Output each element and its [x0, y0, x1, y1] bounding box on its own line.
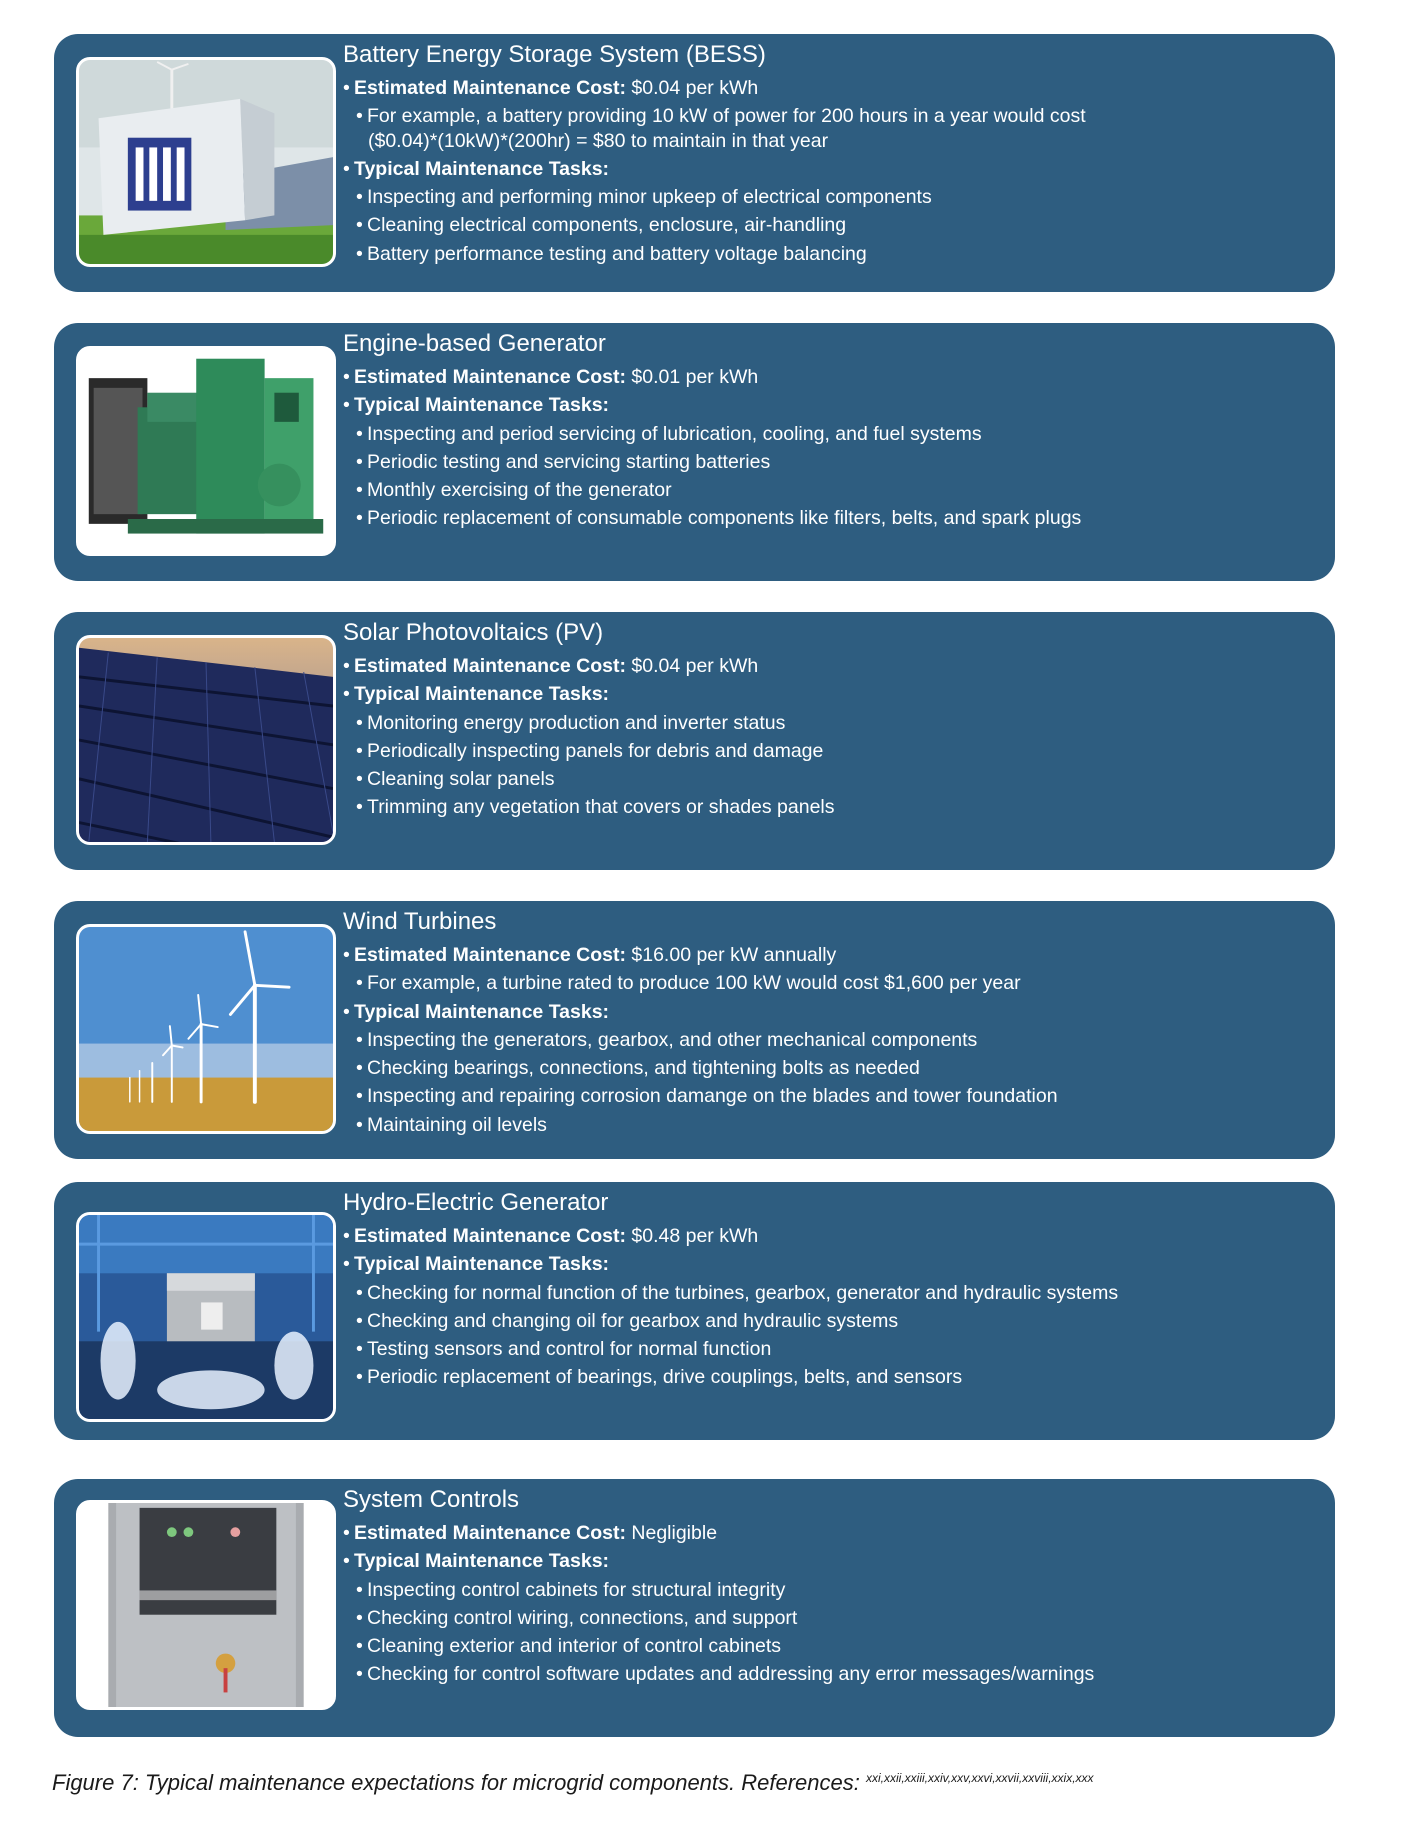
card-title: Battery Energy Storage System (BESS): [343, 41, 766, 68]
task-item: • Trimming any vegetation that covers or shades panels: [356, 796, 835, 819]
task-item: • Checking control wiring, connections, and support: [356, 1606, 798, 1629]
cost-line: • Estimated Maintenance Cost: $0.04 per kWh: [343, 655, 759, 677]
diesel-generator-image: [76, 346, 336, 556]
cost-label: Estimated Maintenance Cost:: [354, 944, 626, 966]
card-title: Wind Turbines: [343, 908, 497, 935]
task-item: • Monitoring energy production and inverter status: [356, 711, 786, 734]
hydro-content: [343, 1188, 1315, 1392]
wind-turbines-image: [76, 924, 336, 1134]
task-item: • Inspecting control cabinets for structural integrity: [356, 1578, 786, 1601]
task-item: • Periodically inspecting panels for debris and damage: [356, 739, 824, 762]
task-item: • Testing sensors and control for normal function: [356, 1338, 772, 1361]
cost-label: Estimated Maintenance Cost:: [354, 1522, 626, 1544]
caption-references: xxi,xxii,xxiii,xxiv,xxv,xxvi,xxvii,xxviii,xxix,xxx: [865, 1771, 1094, 1785]
control-cabinet-image: [76, 1500, 336, 1710]
example-line: • For example, a battery providing 10 kW of power for 200 hours in a year would cost: [356, 105, 1086, 128]
task-item: • Monthly exercising of the generator: [356, 479, 672, 502]
task-item: • Checking bearings, connections, and tightening bolts as needed: [356, 1057, 920, 1080]
task-item: • Battery performance testing and battery voltage balancing: [356, 242, 867, 265]
cost-value: $0.04 per kWh: [625, 655, 759, 677]
cost-line: • Estimated Maintenance Cost: Negligible: [343, 1522, 718, 1544]
cost-line: • Estimated Maintenance Cost: $0.48 per kWh: [343, 1225, 759, 1247]
card-title: System Controls: [343, 1486, 520, 1513]
tasks-heading: • Typical Maintenance Tasks:: [343, 683, 610, 706]
cost-value: $0.01 per kWh: [625, 366, 759, 388]
bess-card: [54, 34, 1335, 292]
wind-card: [54, 901, 1335, 1159]
controls-content: [343, 1485, 1315, 1689]
hydro-turbine-image: [76, 1212, 336, 1422]
tasks-heading: • Typical Maintenance Tasks:: [343, 157, 610, 180]
wind-content: [343, 907, 1315, 1139]
cost-label: Estimated Maintenance Cost:: [354, 655, 626, 677]
bess-content: [343, 40, 1315, 268]
task-item: • Inspecting and performing minor upkeep of electrical components: [356, 186, 932, 209]
task-item: • Cleaning electrical components, enclosure, air-handling: [356, 214, 847, 237]
task-item: • Cleaning solar panels: [356, 768, 555, 791]
tasks-heading: • Typical Maintenance Tasks:: [343, 394, 610, 417]
cost-line: • Estimated Maintenance Cost: $16.00 per kW annually: [343, 944, 837, 966]
generator-content: [343, 329, 1315, 533]
solar-card: [54, 612, 1335, 870]
solar-content: [343, 618, 1315, 822]
cost-label: Estimated Maintenance Cost:: [354, 366, 626, 388]
example-line: • For example, a turbine rated to produce 100 kW would cost $1,600 per year: [356, 972, 1021, 995]
task-item: • Periodic replacement of bearings, drive couplings, belts, and sensors: [356, 1366, 963, 1389]
cost-line: • Estimated Maintenance Cost: $0.01 per kWh: [343, 366, 759, 388]
generator-card: [54, 323, 1335, 581]
task-item: • Inspecting the generators, gearbox, and other mechanical components: [356, 1028, 978, 1051]
task-item: • Checking and changing oil for gearbox and hydraulic systems: [356, 1309, 899, 1332]
cost-value: $16.00 per kW annually: [625, 944, 837, 966]
cost-line: • Estimated Maintenance Cost: $0.04 per kWh: [343, 77, 759, 99]
tasks-heading: • Typical Maintenance Tasks:: [343, 1000, 610, 1023]
task-item: • Inspecting and period servicing of lubrication, cooling, and fuel systems: [356, 422, 982, 445]
cost-value: $0.04 per kWh: [625, 77, 759, 99]
cost-value: $0.48 per kWh: [625, 1225, 759, 1247]
cost-label: Estimated Maintenance Cost:: [354, 1225, 626, 1247]
figure-caption: [52, 1770, 1094, 1796]
hydro-card: [54, 1182, 1335, 1440]
card-title: Hydro-Electric Generator: [343, 1189, 609, 1216]
task-item: • Checking for normal function of the turbines, gearbox, generator and hydraulic systems: [356, 1281, 1119, 1304]
tasks-heading: • Typical Maintenance Tasks:: [343, 1550, 610, 1573]
tasks-heading: • Typical Maintenance Tasks:: [343, 1253, 610, 1276]
cost-label: Estimated Maintenance Cost:: [354, 77, 626, 99]
task-item: • Checking for control software updates and addressing any error messages/warnings: [356, 1663, 1095, 1686]
controls-card: [54, 1479, 1335, 1737]
caption-text: Figure 7: Typical maintenance expectations for microgrid components. References:: [52, 1770, 866, 1795]
card-title: Engine-based Generator: [343, 330, 606, 357]
card-title: Solar Photovoltaics (PV): [343, 619, 604, 646]
task-item: • Inspecting and repairing corrosion damange on the blades and tower foundation: [356, 1085, 1058, 1108]
battery-container-image: [76, 57, 336, 267]
task-item: • Maintaining oil levels: [356, 1113, 547, 1136]
task-item: • Cleaning exterior and interior of control cabinets: [356, 1635, 782, 1658]
solar-panels-image: [76, 635, 336, 845]
cost-value: Negligible: [625, 1522, 718, 1544]
example-continuation: ($0.04)*(10kW)*(200hr) = $80 to maintain in that year: [368, 129, 829, 152]
task-item: • Periodic replacement of consumable components like filters, belts, and spark plugs: [356, 507, 1082, 530]
task-item: • Periodic testing and servicing starting batteries: [356, 450, 771, 473]
